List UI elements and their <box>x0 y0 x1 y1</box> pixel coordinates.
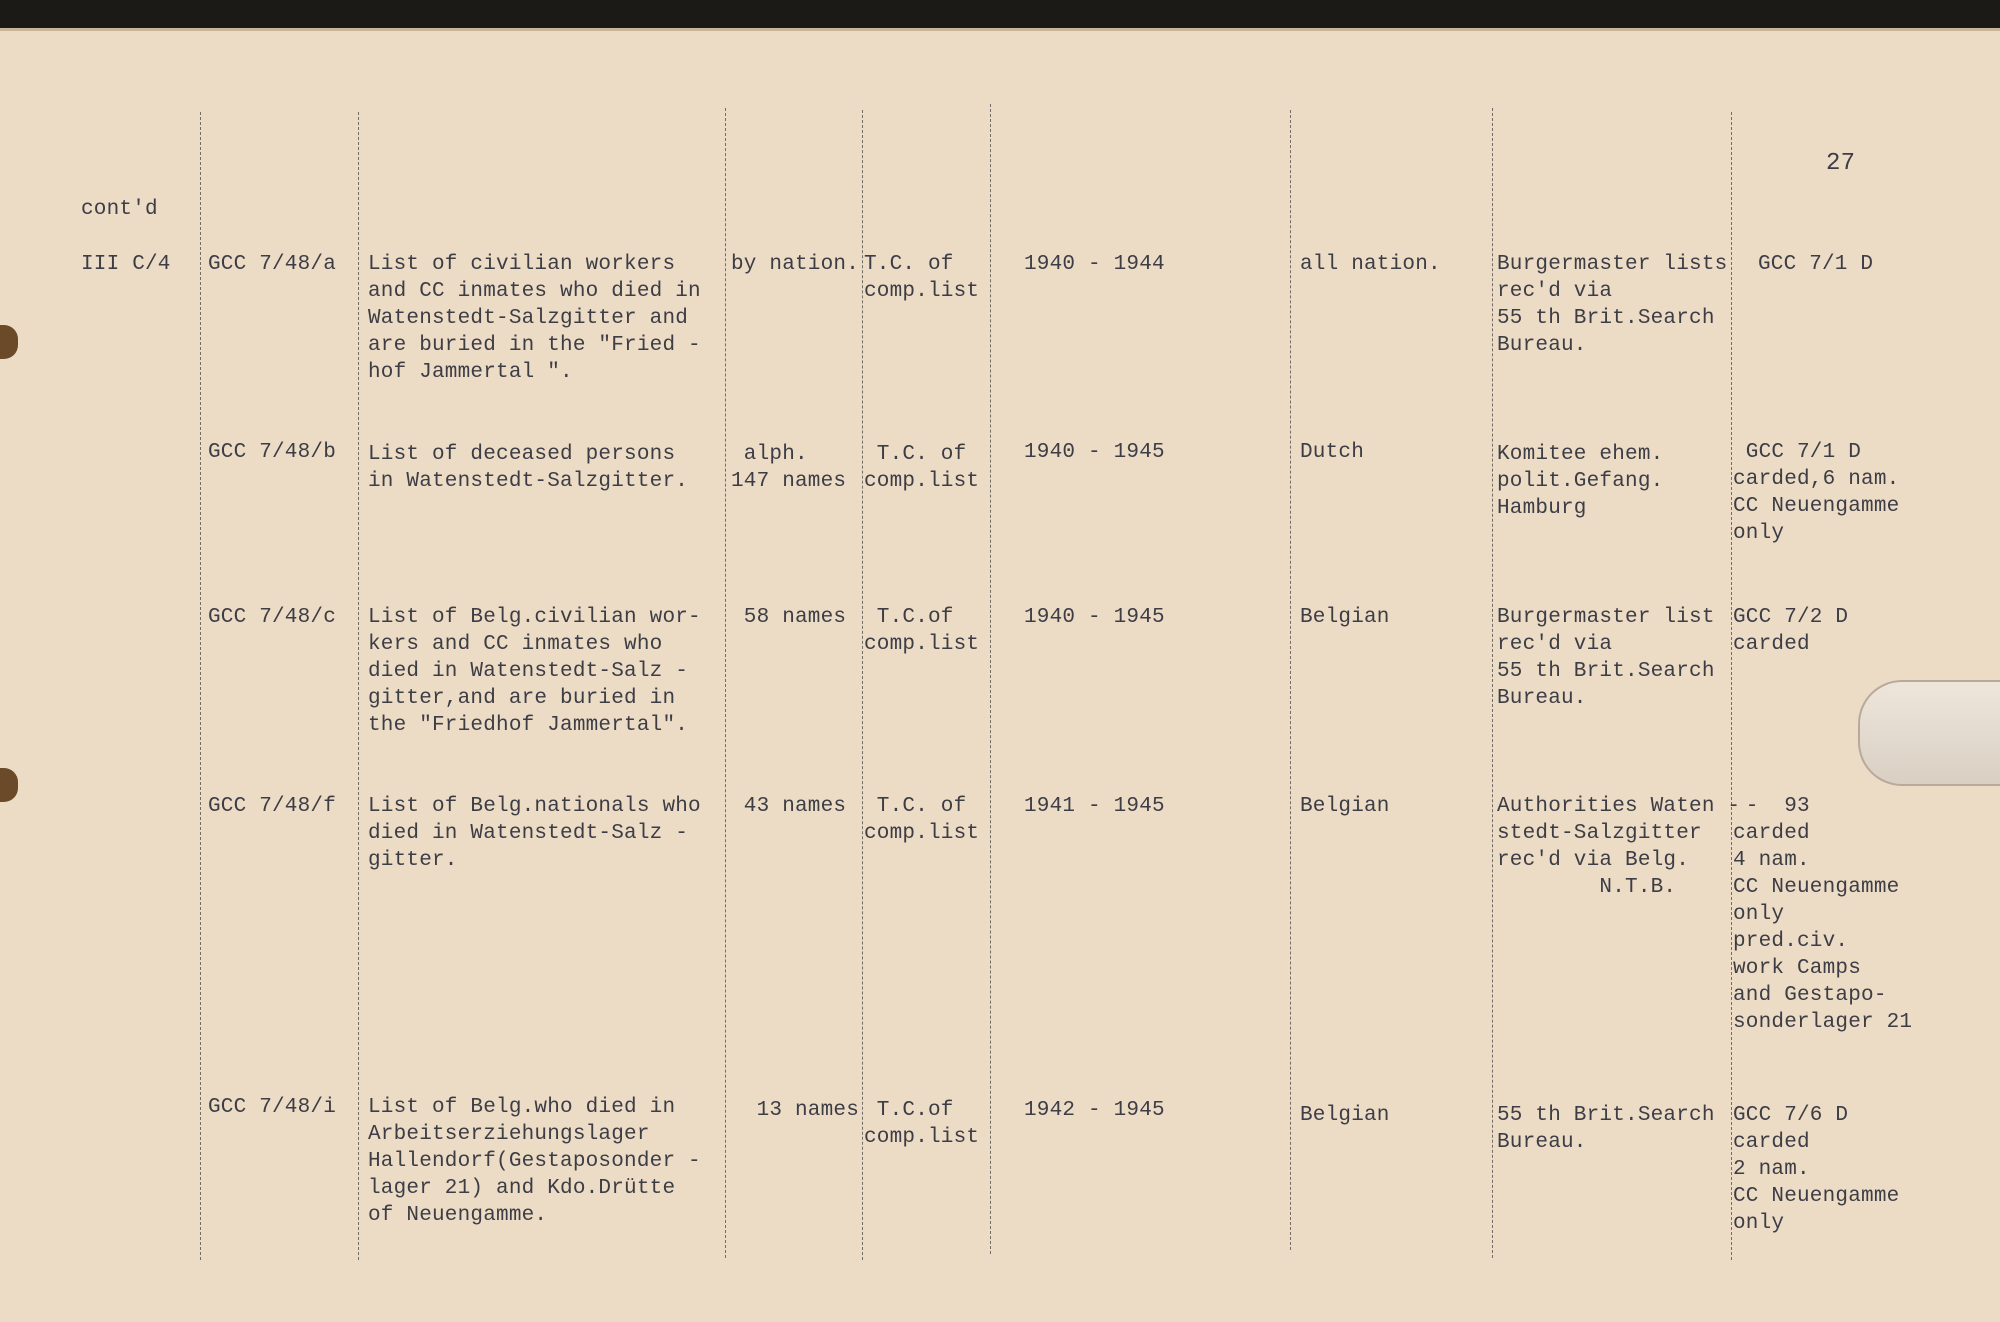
row-source: Komitee ehem. polit.Gefang. Hamburg <box>1497 443 1664 520</box>
row-form: T.C. of comp.list <box>864 443 980 493</box>
column-rule <box>358 112 359 1260</box>
row-source: Burgermaster list rec'd via 55 th Brit.Search Bureau. <box>1497 606 1715 710</box>
column-rule <box>990 104 991 1254</box>
row-form: T.C.of comp.list <box>864 1099 980 1149</box>
row-source: 55 th Brit.Search Bureau. <box>1497 1104 1715 1154</box>
contd-label: cont'd <box>81 198 158 221</box>
row-source: Burgermaster lists rec'd via 55 th Brit.Search Bureau. <box>1497 253 1728 357</box>
row-description: List of Belg.who died in Arbeitserziehungslager Hallendorf(Gestaposonder - lager 21) and Kdo.Drütte of Neuengamme. <box>368 1096 701 1227</box>
column-rule <box>200 112 201 1260</box>
row-nationality: Belgian <box>1300 795 1390 818</box>
row-remarks: GCC 7/6 D carded 2 nam. CC Neuengamme only <box>1733 1104 1900 1235</box>
column-rule <box>1731 112 1732 1260</box>
row-form: T.C. of comp.list <box>864 253 980 303</box>
paper-clip <box>1858 680 2000 786</box>
row-nationality: Belgian <box>1300 606 1390 629</box>
row-description: List of Belg.civilian wor- kers and CC inmates who died in Watenstedt-Salz - gitter,and are buried in the "Friedhof Jammertal". <box>368 606 701 737</box>
row-period: 1940 - 1945 <box>1024 606 1165 629</box>
row-ref: GCC 7/48/i <box>208 1096 337 1119</box>
row-form: T.C.of comp.list <box>864 606 980 656</box>
row-ref: GCC 7/48/b <box>208 441 337 464</box>
row-arrangement: alph. 147 names <box>731 443 847 493</box>
row-source: Authorities Waten - stedt-Salzgitter rec'd via Belg. N.T.B. <box>1497 795 1741 899</box>
row-period: 1940 - 1945 <box>1024 441 1165 464</box>
column-rule <box>1290 110 1291 1250</box>
row-remarks: GCC 7/2 D carded <box>1733 606 1849 656</box>
row-remarks: GCC 7/1 D <box>1758 253 1874 276</box>
row-description: List of civilian workers and CC inmates who died in Watenstedt-Salzgitter and are buried in the "Fried - hof Jammertal ". <box>368 253 701 384</box>
row-arrangement: 58 names <box>731 606 847 629</box>
row-ref: GCC 7/48/a <box>208 253 337 276</box>
row-nationality: all nation. <box>1300 253 1441 276</box>
column-rule <box>725 108 726 1258</box>
row-remarks: - 93 carded 4 nam. CC Neuengamme only pred.civ. work Camps and Gestapo- sonderlager 21 <box>1733 795 1913 1034</box>
row-nationality: Dutch <box>1300 441 1365 464</box>
row-arrangement: by nation. <box>731 253 860 276</box>
row-description: List of deceased persons in Watenstedt-Salzgitter. <box>368 443 689 493</box>
row-description: List of Belg.nationals who died in Watenstedt-Salz - gitter. <box>368 795 701 872</box>
row-period: 1941 - 1945 <box>1024 795 1165 818</box>
row-period: 1940 - 1944 <box>1024 253 1165 276</box>
row-arrangement: 43 names <box>731 795 847 818</box>
column-rule <box>862 110 863 1260</box>
row-ref: GCC 7/48/c <box>208 606 337 629</box>
page-number: 27 <box>1826 150 1856 177</box>
row-arrangement: 13 names <box>731 1099 860 1122</box>
row-remarks: GCC 7/1 D carded,6 nam. CC Neuengamme only <box>1733 441 1900 545</box>
row-ref: GCC 7/48/f <box>208 795 337 818</box>
row-form: T.C. of comp.list <box>864 795 980 845</box>
column-rule <box>1492 108 1493 1258</box>
row-nationality: Belgian <box>1300 1104 1390 1127</box>
row-period: 1942 - 1945 <box>1024 1099 1165 1122</box>
section-code: III C/4 <box>81 253 171 276</box>
